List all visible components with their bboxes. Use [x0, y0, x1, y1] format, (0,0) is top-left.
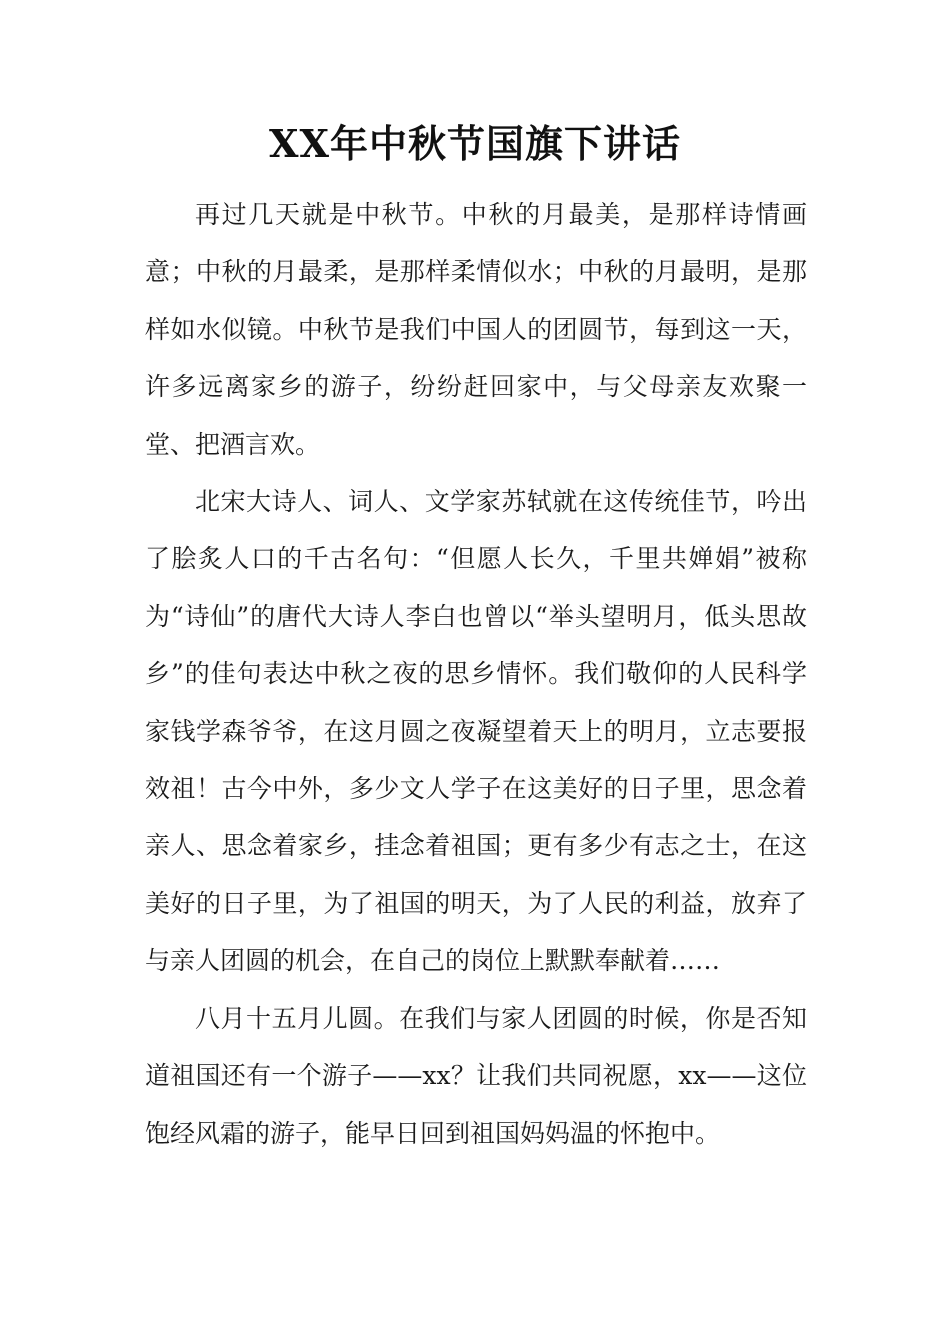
paragraph-2: 北宋大诗人、词人、文学家苏轼就在这传统佳节，吟出了脍炙人口的千古名句：“但愿人长久，千里共婵娟”被称为“诗仙”的唐代大诗人李白也曾以“举头望明月，低头思故乡”的佳句表达中秋之夜的思乡情怀。我们敬仰的人民科学家钱学森爷爷，在这月圆之夜凝望着天上的明月，立志要报效祖！古今中外，多少文人学子在这美好的日子里，思念着亲人、思念着家乡，挂念着祖国；更有多少有志之士，在这美好的日子里，为了祖国的明天，为了人民的利益，放弃了与亲人团圆的机会，在自己的岗位上默默奉献着……	[145, 487, 807, 976]
paragraph-1: 再过几天就是中秋节。中秋的月最美，是那样诗情画意；中秋的月最柔，是那样柔情似水；中秋的月最明，是那样如水似镜。中秋节是我们中国人的团圆节，每到这一天，许多远离家乡的游子，纷纷赶回家中，与父母亲友欢聚一堂、把酒言欢。	[145, 200, 807, 459]
document-body	[145, 186, 807, 1162]
paragraph-3: 八月十五月儿圆。在我们与家人团圆的时候，你是否知道祖国还有一个游子——xx？让我们共同祝愿，xx——这位饱经风霜的游子，能早日回到祖国妈妈温的怀抱中。	[145, 1003, 807, 1148]
document-title: XX年中秋节国旗下讲话	[269, 121, 681, 166]
